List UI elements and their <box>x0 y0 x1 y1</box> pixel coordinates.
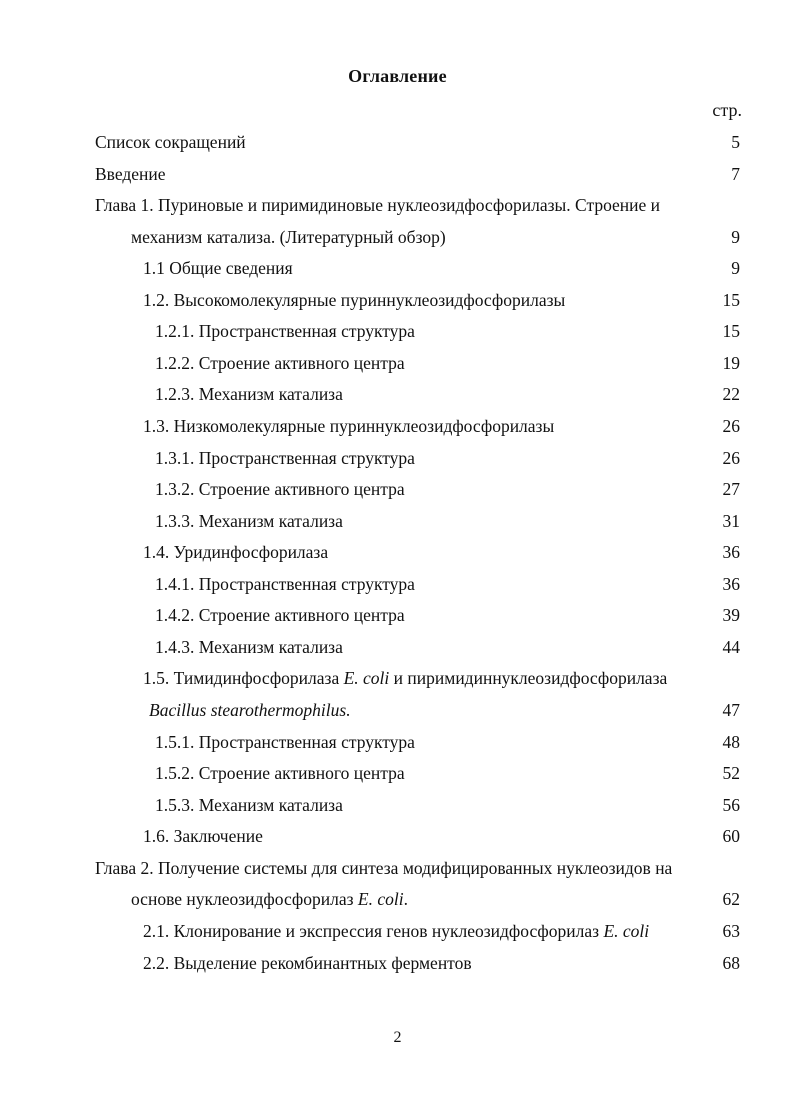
toc-entry-text: 1.6. Заключение <box>143 826 263 846</box>
toc-entry-text: Список сокращений <box>95 132 246 152</box>
toc-entry-page: 68 <box>722 953 740 973</box>
toc-entry-text-part: 1.5. Тимидинфосфорилаза <box>143 668 344 688</box>
toc-entry-text-part: основе нуклеозидфосфорилаз <box>131 889 358 909</box>
toc-entry-text: 2.2. Выделение рекомбинантных ферментов <box>143 953 472 973</box>
toc-entry-text: 1.3. Низкомолекулярные пуриннуклеозидфосфорилазы <box>143 416 555 436</box>
toc-entry-page: 9 <box>731 227 740 247</box>
toc-entry-text <box>149 699 351 721</box>
toc-entry-page: 7 <box>731 164 740 184</box>
toc-entry-text: 1.4.1. Пространственная структура <box>155 574 415 594</box>
toc-entry-text: механизм катализа. (Литературный обзор) <box>131 227 446 247</box>
toc-entry-text: 1.2. Высокомолекулярные пуриннуклеозидфосфорилазы <box>143 290 566 310</box>
species-name: E. coli <box>343 668 390 688</box>
page-title: Оглавление <box>348 66 447 86</box>
toc-entry-text: 1.3.1. Пространственная структура <box>155 448 415 468</box>
toc-entry-page: 26 <box>722 416 740 436</box>
toc-entry-page: 15 <box>722 321 740 341</box>
toc-entry-page: 22 <box>722 384 740 404</box>
toc-entry-text: 1.4. Уридинфосфорилаза <box>143 542 329 562</box>
toc-entry-text: 1.5.1. Пространственная структура <box>155 732 415 752</box>
toc-entry-text: Глава 2. Получение системы для синтеза модифицированных нуклеозидов на <box>95 858 673 878</box>
toc-entry-page: 9 <box>731 258 740 278</box>
toc-entry-text <box>131 888 408 910</box>
species-name: Bacillus stearothermophilus. <box>149 700 351 720</box>
page-number: 2 <box>393 1029 402 1046</box>
toc-entry-text: 1.4.3. Механизм катализа <box>155 637 343 657</box>
toc-entry-page: 5 <box>731 132 740 152</box>
toc-entry-text: 1.2.2. Строение активного центра <box>155 353 405 373</box>
toc-entry-text: 1.3.2. Строение активного центра <box>155 479 405 499</box>
toc-entry-text: 1.4.2. Строение активного центра <box>155 605 405 625</box>
toc-entry-text: 1.1 Общие сведения <box>143 258 293 278</box>
toc-entry-text: 1.5.3. Механизм катализа <box>155 795 343 815</box>
species-name: E. coli <box>603 921 650 941</box>
toc-entry-page: 44 <box>722 637 740 657</box>
toc-entry-text: 1.2.1. Пространственная структура <box>155 321 415 341</box>
toc-entry-page: 26 <box>722 448 740 468</box>
toc-entry-text: Введение <box>95 164 166 184</box>
toc-entry-page: 48 <box>722 732 740 752</box>
page-column-label: стр. <box>712 100 742 120</box>
toc-entry-page: 27 <box>722 479 740 499</box>
toc-entry-page: 60 <box>722 826 740 846</box>
species-name: E. coli <box>357 889 404 909</box>
toc-entry-page: 15 <box>722 290 740 310</box>
toc-entry-text: 1.2.3. Механизм катализа <box>155 384 343 404</box>
toc-entry-text: 1.3.3. Механизм катализа <box>155 511 343 531</box>
toc-entry-page: 63 <box>722 921 740 941</box>
toc-entry-page: 36 <box>722 574 740 594</box>
toc-entry-text: Глава 1. Пуриновые и пиримидиновые нуклеозидфосфорилазы. Строение и <box>95 195 661 215</box>
toc-entry-text-part: и пиримидиннуклеозидфосфорилаза <box>389 668 668 688</box>
toc-entry-page: 47 <box>722 700 740 720</box>
toc-entry-page: 36 <box>722 542 740 562</box>
toc-entry-text <box>143 920 649 942</box>
toc-entry-text: 1.5.2. Строение активного центра <box>155 763 405 783</box>
toc-entry-page: 56 <box>722 795 740 815</box>
toc-entry-page: 19 <box>722 353 740 373</box>
toc-entry-page: 31 <box>722 511 740 531</box>
toc-entry-text <box>143 667 667 689</box>
toc-entry-page: 62 <box>722 889 740 909</box>
toc-entry-text-part: . <box>403 889 408 909</box>
toc-entry-text-part: 2.1. Клонирование и экспрессия генов нуклеозидфосфорилаз <box>143 921 604 941</box>
toc-entry-page: 52 <box>722 763 740 783</box>
toc-entry-page: 39 <box>722 605 740 625</box>
